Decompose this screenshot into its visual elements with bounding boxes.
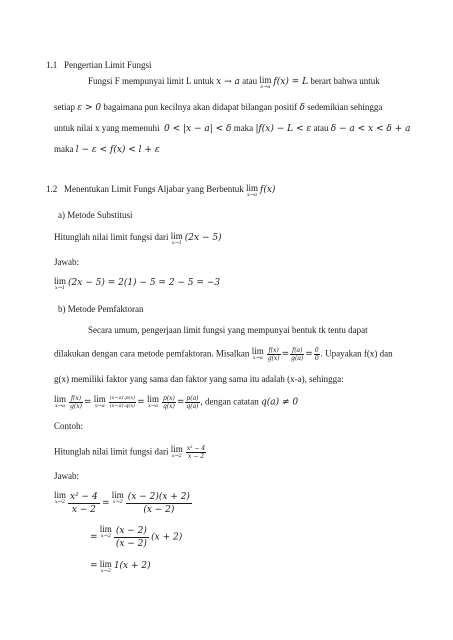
section-heading-1-2 [46,184,275,198]
fraction [162,395,176,410]
fraction [267,347,281,362]
fraction [126,491,192,516]
denominator: q(a) [186,403,199,410]
limit-notation [171,445,183,459]
subsection-b-title: b) Metode Pemfaktoran [58,304,144,314]
text: maka [233,123,254,133]
denominator: g(a) [291,355,304,362]
limit-notation [246,184,258,198]
text: atau [242,76,258,86]
denominator: g(x) [267,355,280,362]
text: Hitunglah nilai limit fungsi dari [54,446,169,457]
lim-word: lim [146,394,159,404]
limit-notation [112,491,124,505]
lim-subscript: x→a [55,403,65,409]
fraction [69,395,83,410]
lim-subscript: x→2 [100,568,111,574]
definition-line-2 [54,102,382,114]
math-delta: δ [299,103,305,113]
definition-line-3 [54,123,410,135]
example-label: Contoh: [54,421,84,431]
limit-notation [259,76,271,90]
text: , dengan catatan [200,396,259,407]
denominator: 0 [314,355,319,362]
equals: = [137,397,145,408]
lim-subscript: x→a [147,403,158,409]
math-abs-condition: 0 < |x − a| < δ [163,124,232,134]
math-expression: (2x − 5) = 2(1) − 5 = 2 − 5 = −3 [68,278,221,288]
numerator: p(a) [186,395,199,402]
section-heading-1-1 [46,60,152,71]
numerator: (x−a).p(x) [109,395,136,401]
limit-notation [94,395,106,409]
numerator: (x − 2) [115,526,147,536]
factoring-paragraph-line-2 [54,347,393,362]
equals: = [101,498,110,509]
lim-word: lim [93,394,106,404]
lim-subscript: x→a [94,403,105,409]
section-number: 1.2 [46,184,58,194]
equals: = [281,349,290,360]
limit-notation [54,277,66,291]
example-step-1 [54,491,192,516]
definition-line-1 [88,76,380,90]
text: sedemikian sehingga [307,102,383,112]
text: atau [313,123,329,133]
numerator: x² − 4 [70,492,98,502]
lim-subscript: x→2 [112,499,123,505]
lim-word: lim [170,231,183,241]
lim-subscript: x→2 [54,499,66,505]
lim-subscript: x→2 [100,533,111,539]
lim-word: lim [54,394,67,404]
lim-word: lim [99,524,112,534]
denominator: x − 2 [187,453,205,460]
numerator: f(x) [268,347,279,354]
text: dilakukan dengan cara metode pemfaktoran. Misalkan [54,348,250,359]
limit-notation [100,525,112,539]
numerator: 0 [314,347,319,354]
limit-notation [54,491,66,505]
denominator: (x − 2) [115,539,147,549]
text: untuk nilai x yang memenuhi [54,123,160,133]
lim-word: lim [99,559,112,569]
limit-notation [147,395,159,409]
fraction [186,445,206,460]
lim-subscript: x→2 [171,453,182,459]
fraction [68,491,100,516]
text: . Upayakan f(x) dan [320,348,393,359]
math-expression: (x + 2) [151,532,183,543]
numerator: p(x) [162,395,175,402]
factoring-general-formula [54,395,298,410]
lim-subscript: x→a [260,84,271,90]
math-bound: l − ε < f(x) < l + ε [75,145,160,155]
lim-word: lim [54,490,67,500]
lim-subscript: x→1 [171,240,182,246]
lim-subscript: x→a [246,192,257,198]
denominator: q(x) [162,403,175,410]
limit-notation [100,560,112,574]
math-expression: (2x − 5) [184,233,222,243]
numerator: f(x) [70,395,82,402]
definition-line-4 [54,144,160,156]
fraction [114,525,149,550]
lim-subscript: x→1 [54,285,66,291]
equals: = [83,397,92,408]
math-fx: f(x) [259,185,276,195]
limit-notation [171,232,183,246]
text: Fungsi F mempunyai limit L untuk [88,76,214,86]
subsection-a-title: a) Metode Substitusi [58,210,133,220]
substitution-answer [54,277,220,291]
equals: = [176,397,185,408]
math-fx-eq-L: f(x) = L [273,77,309,87]
lim-word: lim [251,346,264,356]
fraction [185,395,199,410]
section-title: Pengertian Limit Fungsi [64,60,152,70]
math-interval: δ − a < x < δ + a [330,124,411,134]
numerator: f(a) [291,347,303,354]
lim-word: lim [170,444,183,454]
numerator: (x − 2)(x + 2) [127,492,190,502]
text: berart bahwa untuk [310,76,380,86]
lim-subscript: x→a [252,355,263,361]
text: setiap [54,102,75,112]
denominator: (x − 2) [143,505,175,515]
example-step-3 [90,560,151,574]
text: maka [54,144,74,154]
limit-notation [252,347,264,361]
lim-word: lim [245,183,258,193]
example-step-2 [90,525,182,550]
equals: = [305,349,313,360]
text: bagaimana pun kecilnya akan didapat bilangan positif [103,102,298,112]
example-answer-label: Jawab: [54,471,79,481]
fraction [109,395,136,410]
lim-word: lim [111,490,124,500]
substitution-question [54,232,222,246]
denominator: x − 2 [71,505,96,515]
lim-word: lim [54,276,67,286]
section-number: 1.1 [46,60,58,70]
lim-word: lim [259,75,272,85]
math-x-to-a: x → a [216,77,240,87]
limit-notation [54,395,66,409]
fraction [314,347,320,362]
denominator: (x−a).q(x) [109,403,136,409]
factoring-paragraph-line-1: Secara umum, pengerjaan limit fungsi yang mempunyai bentuk tk tentu dapat [88,325,368,335]
equals: = [90,532,98,543]
numerator: x² − 4 [186,445,206,452]
math-expression: 1(x + 2) [113,561,151,571]
denominator: g(x) [70,403,82,410]
math-condition: q(a) ≠ 0 [260,397,299,408]
fraction [290,347,304,362]
text: Hitunglah nilai limit fungsi dari [54,232,169,242]
equals: = [90,561,98,571]
substitution-answer-label: Jawab: [54,257,79,267]
math-epsilon: ε > 0 [77,103,102,113]
factoring-paragraph-line-3: g(x) memiliki faktor yang sama dan faktor yang sama itu adalah (x-a), sehingga: [54,374,344,384]
section-title: Menentukan Limit Fungs Aljabar yang Berbentuk [64,184,244,194]
example-question [54,445,207,460]
math-fx-minus-L: |f(x) − L < ε [255,124,312,134]
